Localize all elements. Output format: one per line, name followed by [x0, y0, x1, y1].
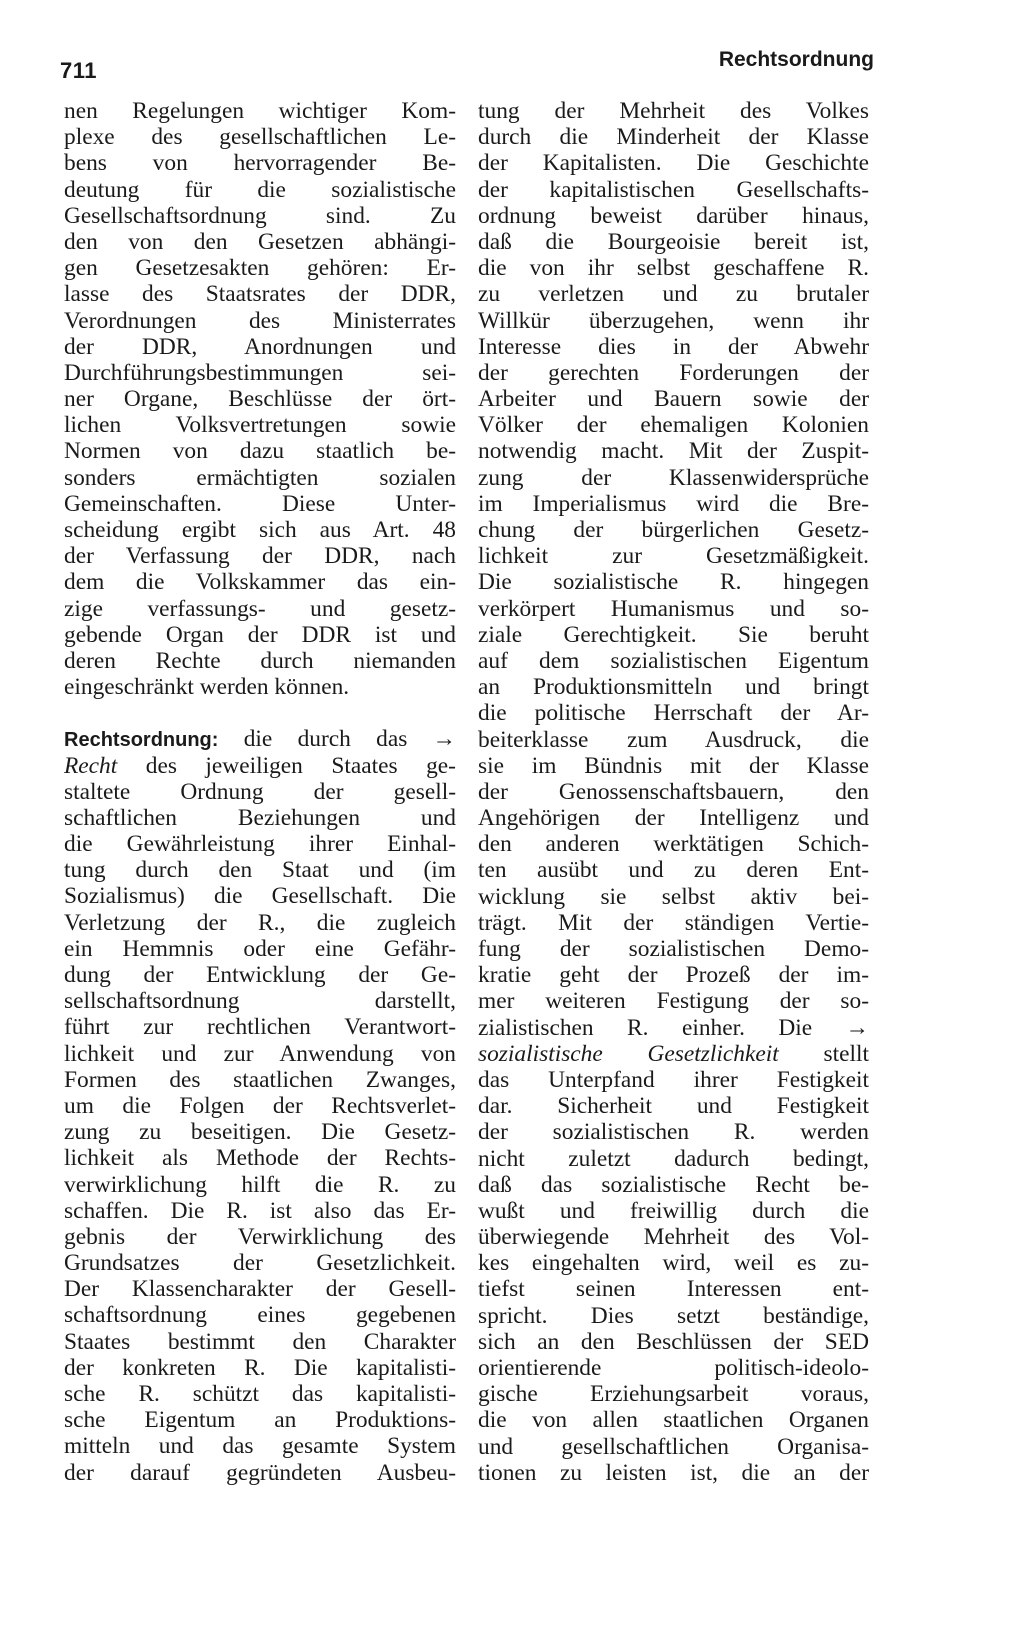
text-line: spricht. Dies setzt beständige, [478, 1302, 869, 1329]
text-line: tionen zu leisten ist, die an der [478, 1459, 869, 1486]
text-line: um die Folgen der Rechtsverlet- [64, 1092, 456, 1119]
text-line: wicklung sie selbst aktiv bei- [478, 883, 869, 910]
text-line: der sozialistischen R. werden [478, 1119, 869, 1146]
text-line: kratie geht der Prozeß der im- [478, 962, 869, 989]
text-line: lichkeit zur Gesetzmäßigkeit. [478, 543, 869, 570]
text-line: der DDR, Anordnungen und [64, 333, 456, 360]
text-line: beiterklasse zum Ausdruck, die [478, 726, 869, 753]
text-line: Angehörigen der Intelligenz und [478, 805, 869, 832]
text-line: Formen des staatlichen Zwanges, [64, 1066, 456, 1093]
text-line: durch die Minderheit der Klasse [478, 124, 869, 151]
left-paragraph-continued [64, 98, 456, 700]
text-line: scheidung ergibt sich aus Art. 48 [64, 517, 456, 543]
entry-second-line-text: des jeweiligen Staates ge- [145, 752, 456, 779]
text-line: dung der Entwicklung der Ge- [64, 962, 456, 988]
text-line: gebende Organ der DDR ist und [64, 621, 456, 648]
cross-reference-line-rest: stellt [823, 1040, 869, 1067]
text-line: tung durch den Staat und (im [64, 857, 456, 884]
text-line: Durchführungsbestimmungen sei- [64, 359, 456, 386]
text-line: das Unterpfand ihrer Festigkeit [478, 1066, 869, 1093]
text-line: trägt. Mit der ständigen Vertie- [478, 909, 869, 936]
entry-second-line [64, 753, 456, 779]
right-text-block-2 [478, 1067, 869, 1486]
entry-body [64, 779, 456, 1486]
text-line: der Genossenschaftsbauern, den [478, 778, 869, 805]
text-line: dem die Volkskammer das ein- [64, 569, 456, 596]
text-line: schaftsordnung eines gegebenen [64, 1302, 456, 1329]
text-line: ein Hemmnis oder eine Gefähr- [64, 935, 456, 962]
text-line: bens von hervorragender Be- [64, 150, 456, 177]
text-line: orientierende politisch-ideolo- [478, 1355, 869, 1381]
text-line: mitteln und das gesamte System [64, 1433, 456, 1460]
text-line: Arbeiter und Bauern sowie der [478, 386, 869, 413]
text-line: gen Gesetzesakten gehören: Er- [64, 255, 456, 282]
entry-heading-line [64, 726, 456, 752]
text-line: ordnung beweist darüber hinaus, [478, 202, 869, 229]
text-line: Grundsatzes der Gesetzlichkeit. [64, 1250, 456, 1277]
text-line: Verordnungen des Ministerrates [64, 307, 456, 334]
text-line: zu verletzen und zu brutaler [478, 281, 869, 308]
text-line: tung der Mehrheit des Volkes [478, 98, 869, 124]
paragraph-gap [64, 700, 456, 726]
text-line: Völker der ehemaligen Kolonien [478, 412, 869, 439]
text-line: gische Erziehungsarbeit voraus, [478, 1381, 869, 1408]
text-line: der kapitalistischen Gesellschafts- [478, 176, 869, 203]
text-line: der darauf gegründeten Ausbeu- [64, 1459, 456, 1486]
text-line: Willkür überzugehen, wenn ihr [478, 307, 869, 334]
text-line: zung der Klassenwidersprüche [478, 464, 869, 491]
text-line: und gesellschaftlichen Organisa- [478, 1433, 869, 1460]
text-line: sie im Bündnis mit der Klasse [478, 752, 869, 779]
text-line: Der Klassencharakter der Gesell- [64, 1276, 456, 1303]
right-text-block-1 [478, 98, 869, 1041]
running-head: Rechtsordnung [718, 48, 874, 71]
text-line: den von den Gesetzen abhängi- [64, 228, 456, 255]
text-line: plexe des gesellschaftlichen Le- [64, 124, 456, 151]
text-line: zige verfassungs- und gesetz- [64, 595, 456, 622]
text-line: sich an den Beschlüssen der SED [478, 1328, 869, 1355]
text-line: deren Rechte durch niemanden [64, 647, 456, 674]
text-line: notwendig macht. Mit der Zuspit- [478, 438, 869, 465]
text-line: verwirklichung hilft die R. zu [64, 1171, 456, 1198]
text-line: tiefst seinen Interessen ent- [478, 1276, 869, 1303]
text-line: schaftlichen Beziehungen und [64, 804, 456, 831]
text-line: die politische Herrschaft der Ar- [478, 700, 869, 727]
text-line: Staates bestimmt den Charakter [64, 1328, 456, 1355]
text-line: lichkeit und zur Anwendung von [64, 1040, 456, 1067]
text-line: die Gewährleistung ihrer Einhal- [64, 831, 456, 858]
text-line: an Produktionsmitteln und bringt [478, 674, 869, 701]
text-line: der Verfassung der DDR, nach [64, 543, 456, 570]
page-number: 711 [60, 58, 97, 83]
text-line: daß das sozialistische Recht be- [478, 1171, 869, 1198]
cross-reference-line [478, 1041, 869, 1067]
text-line: den anderen werktätigen Schich- [478, 831, 869, 858]
text-line: gebnis der Verwirklichung des [64, 1223, 456, 1250]
text-line: mer weiteren Festigung der so- [478, 988, 869, 1015]
text-line: im Imperialismus wird die Bre- [478, 490, 869, 517]
text-line: überwiegende Mehrheit des Vol- [478, 1224, 869, 1251]
text-line: der konkreten R. Die kapitalisti- [64, 1354, 456, 1381]
text-line: der gerechten Forderungen der [478, 359, 869, 386]
text-line: sche R. schützt das kapitalisti- [64, 1381, 456, 1407]
text-line: die von ihr selbst geschaffene R. [478, 255, 869, 282]
entry-term: Rechtsordnung: [64, 729, 219, 752]
text-line: kes eingehalten wird, weil es zu- [478, 1250, 869, 1277]
text-line: lichen Volksvertretungen sowie [64, 412, 456, 439]
text-line: lasse des Staatsrates der DDR, [64, 281, 456, 308]
text-line: daß die Bourgeoisie bereit ist, [478, 228, 869, 255]
text-line: verkörpert Humanismus und so- [478, 595, 869, 622]
text-line: nen Regelungen wichtiger Kom- [64, 98, 456, 124]
text-line: deutung für die sozialistische [64, 176, 456, 203]
text-line: sellschaftsordnung darstellt, [64, 988, 456, 1015]
text-line: lichkeit als Methode der Rechts- [64, 1145, 456, 1172]
cross-reference-recht[interactable]: Recht [64, 752, 118, 779]
text-line: Sozialismus) die Gesellschaft. Die [64, 883, 456, 910]
text-line: Gesellschaftsordnung sind. Zu [64, 202, 456, 229]
entry-first-line-text: die durch das → [243, 726, 456, 753]
text-line: Verletzung der R., die zugleich [64, 909, 456, 936]
text-line: Normen von dazu staatlich be- [64, 438, 456, 465]
text-line: dar. Sicherheit und Festigkeit [478, 1093, 869, 1120]
text-line: ten ausübt und zu deren Ent- [478, 857, 869, 884]
text-line: führt zur rechtlichen Verantwort- [64, 1014, 456, 1041]
text-line: schaffen. Die R. ist also das Er- [64, 1197, 456, 1224]
text-line: Interesse dies in der Abwehr [478, 333, 869, 360]
text-line: zialistischen R. einher. Die → [478, 1014, 869, 1041]
text-line: zung zu beseitigen. Die Gesetz- [64, 1119, 456, 1146]
cross-reference-sozialistische-gesetzlichkeit[interactable]: sozialistische Gesetzlichkeit [478, 1040, 779, 1067]
left-column [64, 98, 456, 1486]
text-line: der Kapitalisten. Die Geschichte [478, 150, 869, 177]
text-line: chung der bürgerlichen Gesetz- [478, 517, 869, 543]
text-line: nicht zuletzt dadurch bedingt, [478, 1145, 869, 1172]
text-line: Die sozialistische R. hingegen [478, 569, 869, 596]
text-line: ner Organe, Beschlüsse der ört- [64, 386, 456, 413]
text-line: auf dem sozialistischen Eigentum [478, 647, 869, 674]
text-line: die von allen staatlichen Organen [478, 1407, 869, 1434]
text-line: eingeschränkt werden können. [64, 674, 350, 701]
text-line: fung der sozialistischen Demo- [478, 936, 869, 962]
text-line: sonders ermächtigten sozialen [64, 464, 456, 491]
text-line: ziale Gerechtigkeit. Sie beruht [478, 621, 869, 648]
text-line: sche Eigentum an Produktions- [64, 1407, 456, 1434]
right-column [478, 98, 869, 1486]
text-line: wußt und freiwillig durch die [478, 1197, 869, 1224]
text-line: staltete Ordnung der gesell- [64, 778, 456, 805]
text-line: Gemeinschaften. Diese Unter- [64, 490, 456, 517]
